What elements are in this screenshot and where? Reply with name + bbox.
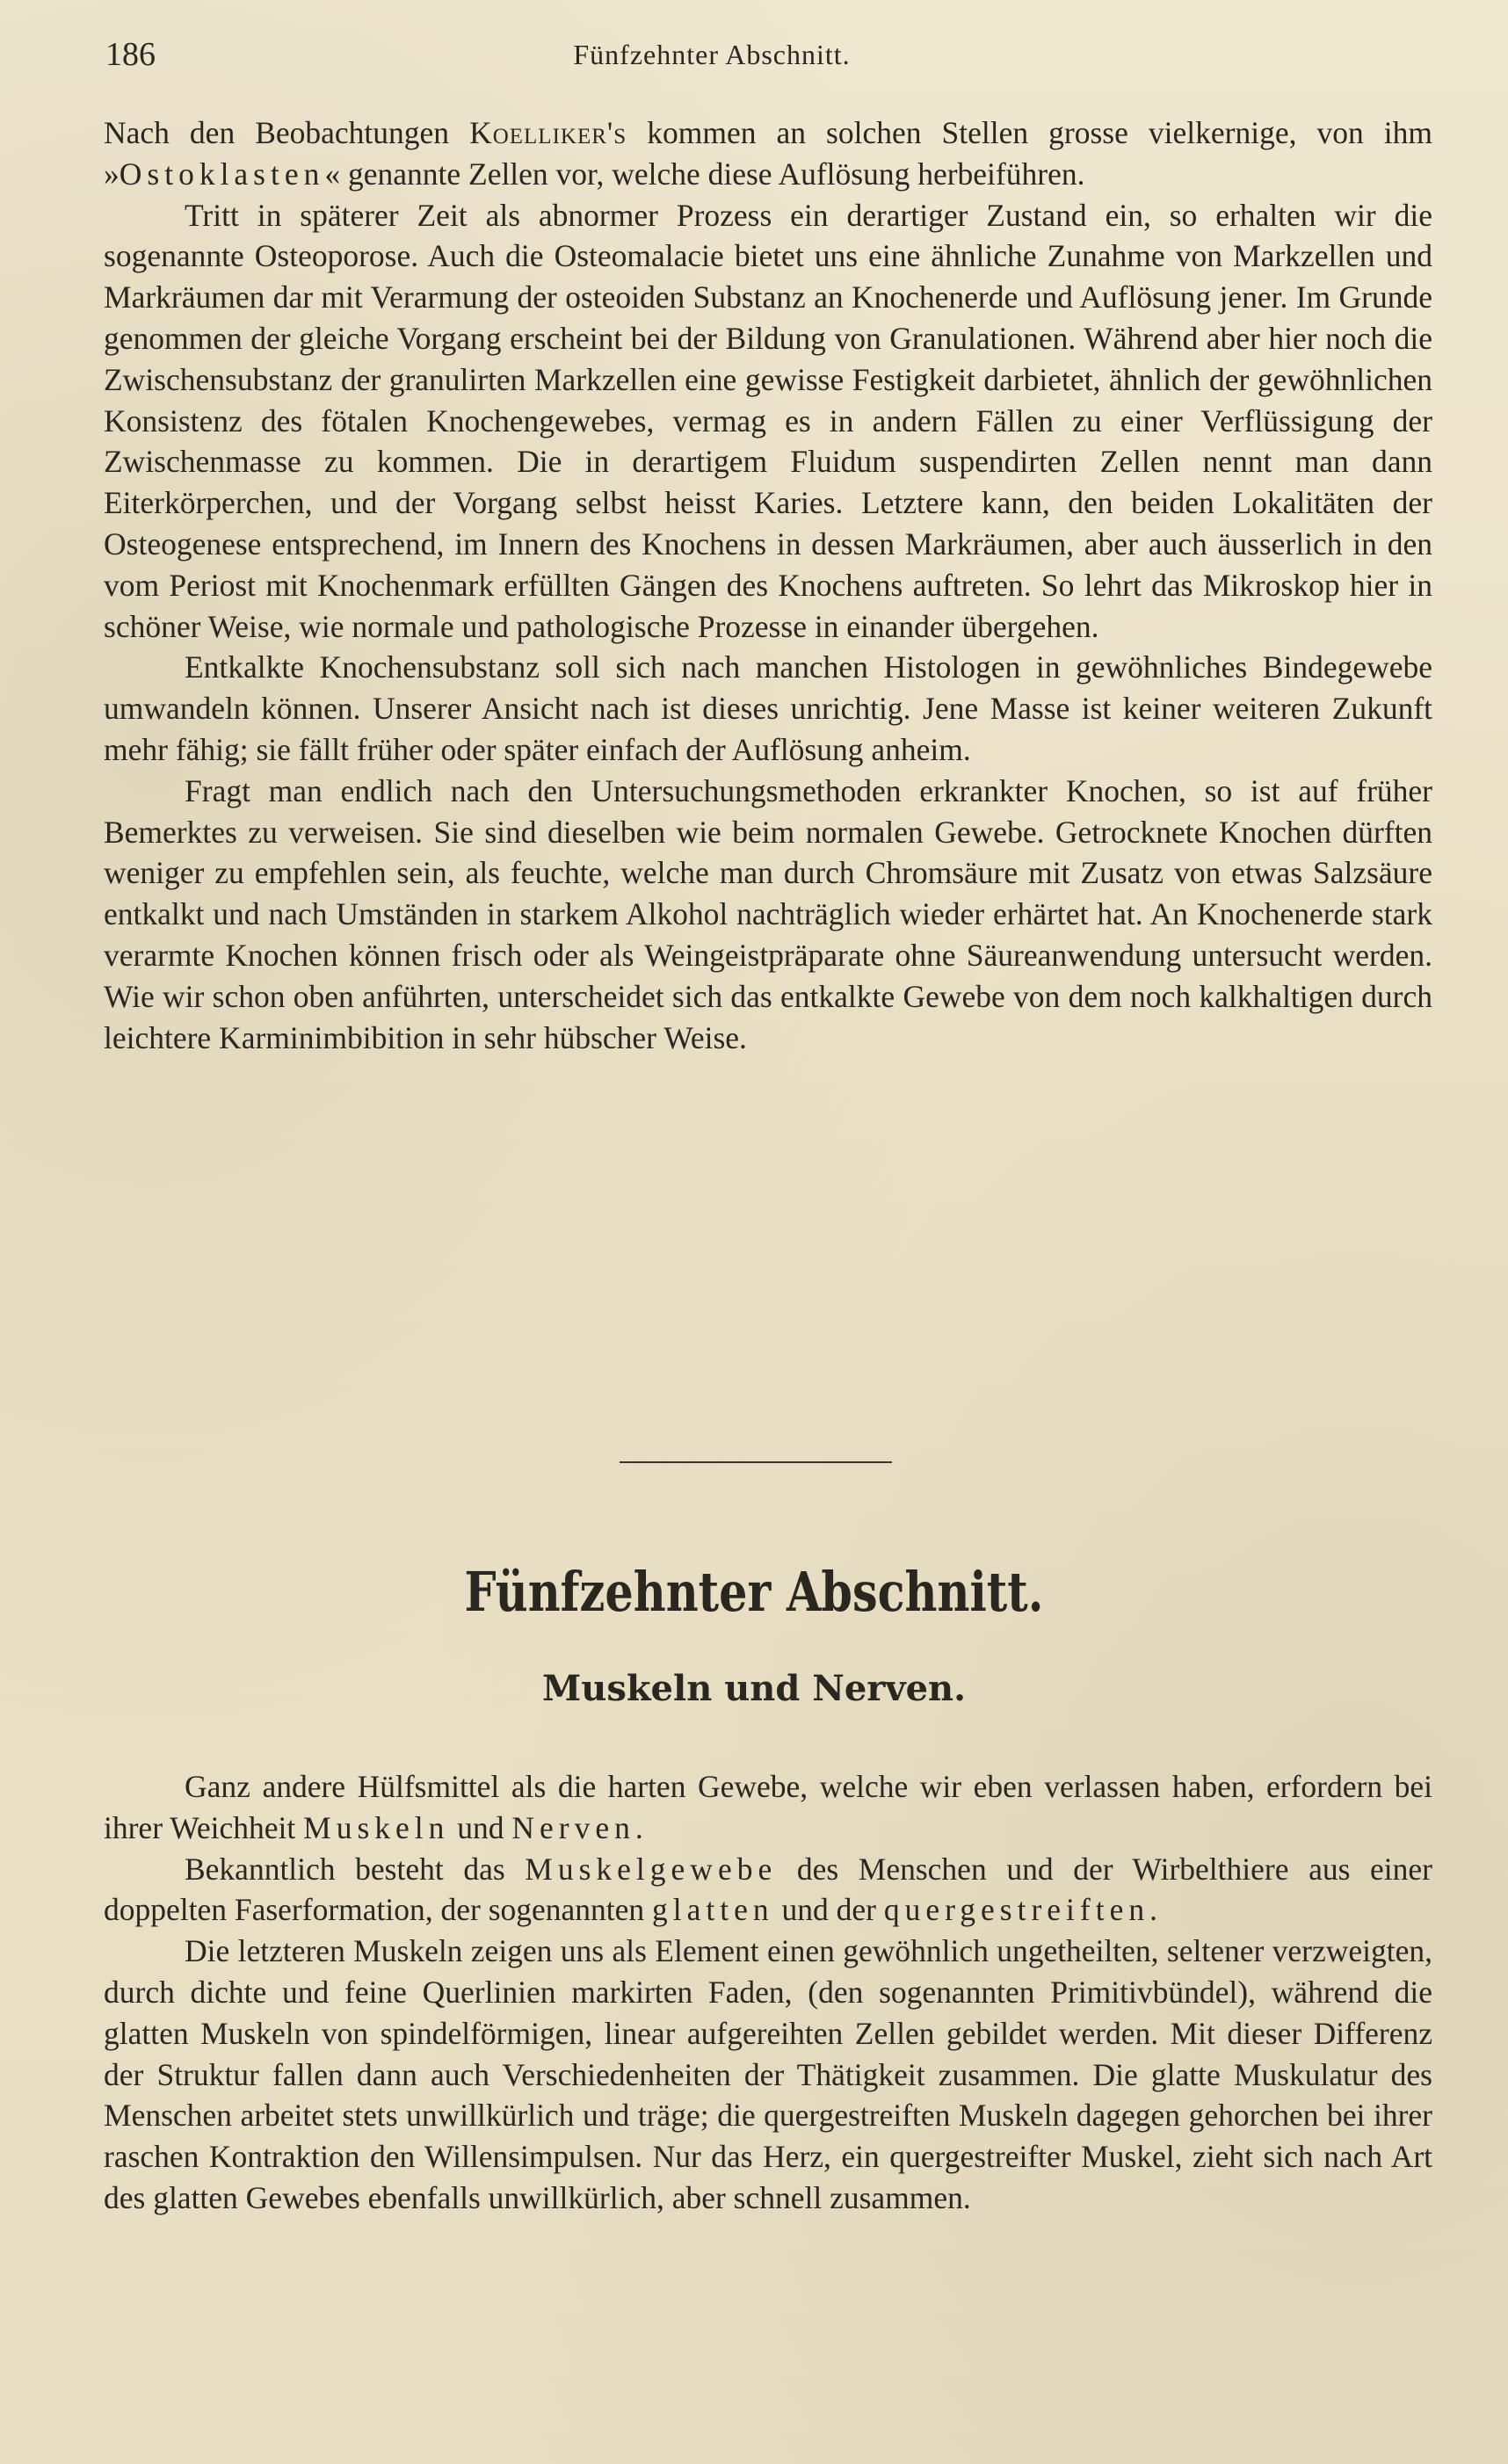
section-subtitle: Muskeln und Nerven.	[541, 1668, 967, 1709]
paragraph-7: Die letzteren Muskeln zeigen uns als Element einen gewöhnlich ungetheilten, seltener verzweigten, durch dichte und feine Querlinien markirten Faden, (den sogenannten Primitivbündel), während die glatten Muskeln von spindelförmigen, linear aufgereihten Zellen gebildet werden. Mit dieser Differenz der Struktur fallen dann auch Verschiedenheiten der Thätigkeit zusammen. Die glatte Muskulatur des Menschen arbeitet stets unwillkürlich und träge; die quergestreiften Muskeln dagegen gehorchen bei ihrer raschen Kontraktion den Willensimpulsen. Nur das Herz, ein quergestreifter Muskel, zieht sich nach Art des glatten Gewebes ebenfalls unwillkürlich, aber schnell zusammen.	[104, 1933, 1432, 2215]
section-15-text	[104, 1766, 1432, 2219]
emphasized-term: Nerven	[511, 1809, 635, 1845]
emphasized-term: glatten	[652, 1892, 774, 1928]
section-14-text	[104, 112, 1432, 1058]
running-head	[105, 35, 1441, 79]
paragraph-6: Bekanntlich besteht das Muskelgewebe des Menschen und der Wirbelthiere aus einer doppelten Faserformation, der sogenannten glatten und der quergestreiften.	[104, 1851, 1432, 1928]
emphasized-term: Muskeln	[303, 1809, 450, 1845]
paragraph-2: Tritt in späterer Zeit als abnormer Prozess ein derartiger Zustand ein, so erhalten wir die sogenannte Osteoporose. Auch die Osteomalacie bietet uns eine ähnliche Zunahme von Markzellen und Markräumen dar mit Verarmung der osteoiden Substanz an Knochenerde und Auflösung jener. Im Grunde genommen der gleiche Vorgang erscheint bei der Bildung von Granulationen. Während aber hier noch die Zwischensubstanz der granulirten Markzellen eine gewisse Festigkeit darbietet, ähnlich der gewöhnlichen Konsistenz des fötalen Knochengewebes, vermag es in andern Fällen zu einer Verflüssigung der Zwischenmasse zu kommen. Die in derartigem Fluidum suspendirten Zellen nennt man dann Eiterkörperchen, und der Vorgang selbst heisst Karies. Letztere kann, den beiden Lokalitäten der Osteogenese entsprechend, im Innern des Knochens in dessen Markräumen, aber auch äusserlich in den vom Periost mit Knochenmark erfüllten Gängen des Knochens auftreten. So lehrt das Mikroskop hier in schöner Weise, wie normale und pathologische Prozesse in einander übergehen.	[104, 197, 1432, 644]
paragraph-1: Nach den Beobachtungen Koelliker's kommen an solchen Stellen grosse vielkernige, von ihm »Ostoklasten« genannte Zellen vor, welche diese Auflösung herbeiführen.	[104, 115, 1432, 192]
emphasized-term: Muskelgewebe	[525, 1851, 778, 1887]
section-title: Fünfzehnter Abschnitt.	[464, 1560, 1044, 1624]
paragraph-4: Fragt man endlich nach den Untersuchungsmethoden erkrankter Knochen, so ist auf früher Bemerktes zu verweisen. Sie sind dieselben wie beim normalen Gewebe. Getrocknete Knochen dürften weniger zu empfehlen sein, als feuchte, welche man durch Chromsäure mit Zusatz von etwas Salzsäure entkalkt und nach Umständen in starkem Alkohol nachträglich wieder erhärtet hat. An Knochenerde stark verarmte Knochen können frisch oder als Weingeistpräparate ohne Säureanwendung untersucht werden. Wie wir schon oben anführten, unterscheidet sich das entkalkte Gewebe von dem noch kalkhaltigen durch leichtere Karminimbibition in sehr hübscher Weise.	[104, 772, 1432, 1055]
paragraph-5: Ganz andere Hülfsmittel als die harten Gewebe, welche wir eben verlassen haben, erfordern bei ihrer Weichheit Muskeln und Nerven.	[104, 1769, 1432, 1845]
running-title: Fünfzehnter Abschnitt.	[573, 39, 851, 70]
section-divider	[620, 1461, 892, 1463]
paragraph-3: Entkalkte Knochensubstanz soll sich nach manchen Histologen in gewöhnliches Bindegewebe umwandeln können. Unserer Ansicht nach ist dieses unrichtig. Jene Masse ist keiner weiteren Zukunft mehr fähig; sie fällt früher oder später einfach der Auflösung anheim.	[104, 649, 1432, 767]
author-name: Koelliker's	[469, 115, 627, 150]
page-number: 186	[105, 36, 156, 73]
emphasized-term: quergestreiften	[883, 1892, 1150, 1928]
emphasized-term: Ostoklasten	[119, 156, 325, 192]
